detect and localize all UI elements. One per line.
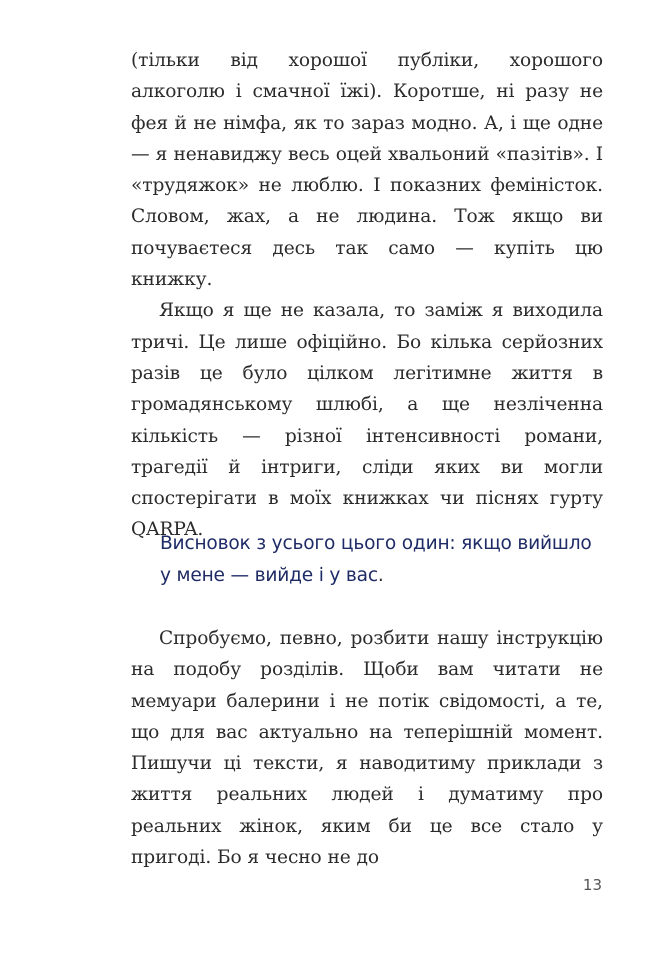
highlight-text: Висновок з усього цього один: якщо вийшло у мене — вийде і у вас	[160, 533, 592, 586]
text-section-bottom	[131, 623, 603, 873]
highlight-conclusion	[160, 528, 600, 591]
paragraph-continuation: (тільки від хорошої публіки, хорошого алкоголю і смачної їжі). Коротше, ні разу не фея й не німфа, як то зараз модно. А, і ще одне — я ненавиджу весь оцей хвальоний «пазітів». І «трудяжок» не люблю. І показних феміністок. Словом, жах, а не людина. Тож якщо ви почуваєтеся десь так само — купіть цю книжку.	[131, 50, 603, 291]
paragraph-instructions: Спробуємо, певно, розбити нашу інструкцію на подобу розділів. Щоби вам читати не мемуари балерини і не потік свідомості, а те, що для вас актуально на теперішній момент. Пишучи ці тексти, я наводитиму приклади з життя реальних людей і думатиму про реальних жінок, яким би це все стало у пригоді. Бо я чесно не до	[131, 628, 603, 869]
page-number: 13	[582, 876, 602, 894]
text-section-top	[131, 45, 603, 546]
highlight-end-mark: .	[377, 564, 384, 586]
paragraph-marriages: Якщо я ще не казала, то заміж я виходила тричі. Це лише офіційно. Бо кілька серйозних разів це було цілком легітимне життя в громадянському шлюбі, а ще незліченна кількість — різної інтенсивності романи, трагедії й інтриги, сліди яких ви могли спостерігати в моїх книжках чи піснях гурту QARPA.	[131, 300, 603, 541]
